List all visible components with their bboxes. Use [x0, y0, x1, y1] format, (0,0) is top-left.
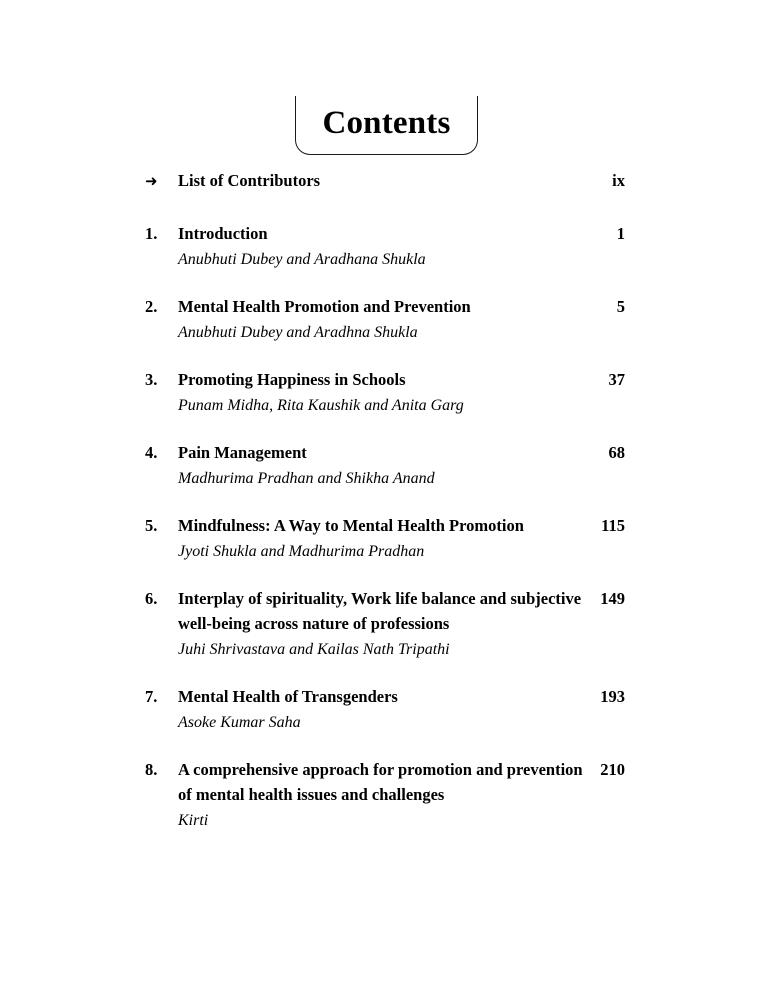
toc-entry-row: [145, 684, 625, 735]
toc-entry[interactable]: [145, 440, 625, 491]
chapter-number: 1.: [145, 224, 158, 243]
toc-title-line: [178, 513, 625, 538]
table-of-contents: [145, 168, 625, 855]
toc-title-line: [178, 221, 625, 246]
page-title: Contents: [322, 105, 451, 141]
toc-entry[interactable]: [145, 367, 625, 418]
chapter-title[interactable]: Promoting Happiness in Schools: [178, 370, 406, 389]
chapter-authors: Punam Midha, Rita Kaushik and Anita Garg: [178, 397, 464, 414]
page-title-frame: [295, 96, 477, 155]
toc-entry[interactable]: [145, 513, 625, 564]
chapter-authors: Anubhuti Dubey and Aradhna Shukla: [178, 324, 418, 341]
toc-entry-body: [178, 586, 625, 662]
toc-entry-row: [145, 440, 625, 491]
chapter-number: 6.: [145, 589, 158, 608]
toc-title-line: [178, 586, 625, 636]
toc-title-line: [178, 294, 625, 319]
toc-entry-row: [145, 367, 625, 418]
chapter-number: 5.: [145, 516, 158, 535]
chapter-authors: Anubhuti Dubey and Aradhana Shukla: [178, 251, 426, 268]
chapter-authors: Jyoti Shukla and Madhurima Pradhan: [178, 543, 425, 560]
page-title-container: [0, 96, 773, 155]
page-number: 5: [616, 297, 625, 316]
toc-title-line: [178, 757, 625, 807]
toc-title-line: [178, 168, 625, 193]
toc-entry-row: [145, 757, 625, 833]
toc-entry-body: [178, 757, 625, 833]
toc-entry-body: [178, 440, 625, 491]
toc-entry[interactable]: [145, 221, 625, 272]
toc-entry[interactable]: [145, 586, 625, 662]
toc-entry-body: [178, 294, 625, 345]
chapter-authors: Juhi Shrivastava and Kailas Nath Tripathi: [178, 641, 450, 658]
toc-entry-row: [145, 221, 625, 272]
page-number: 210: [600, 760, 625, 779]
chapter-authors: Kirti: [178, 812, 209, 829]
toc-entry[interactable]: [145, 294, 625, 345]
toc-entry-row: [145, 168, 625, 195]
chapter-number: 8.: [145, 760, 158, 779]
page-number: 1: [616, 224, 625, 243]
page-number: 149: [600, 589, 625, 608]
chapter-authors: Madhurima Pradhan and Shikha Anand: [178, 470, 435, 487]
toc-entry-body: [178, 168, 625, 193]
chapter-title[interactable]: Interplay of spirituality, Work life balance and subjective well-being across nature of professions: [178, 589, 582, 633]
toc-entry-body: [178, 367, 625, 418]
toc-entry-row: [145, 294, 625, 345]
chapter-title[interactable]: Mental Health of Transgenders: [178, 687, 398, 706]
toc-entry-body: [178, 513, 625, 564]
chapter-title[interactable]: Pain Management: [178, 443, 307, 462]
chapter-number: 4.: [145, 443, 158, 462]
page-number: 68: [608, 443, 625, 462]
toc-entry-row: [145, 513, 625, 564]
page-number: 193: [600, 687, 625, 706]
chapter-title[interactable]: Mindfulness: A Way to Mental Health Promotion: [178, 516, 524, 535]
toc-entry-body: [178, 221, 625, 272]
chapter-number: 3.: [145, 370, 158, 389]
toc-entry-body: [178, 684, 625, 735]
toc-entry[interactable]: [145, 684, 625, 735]
chapter-title[interactable]: Introduction: [178, 224, 268, 243]
toc-entry[interactable]: [145, 757, 625, 833]
page-number: 115: [601, 516, 625, 535]
chapter-authors: Asoke Kumar Saha: [178, 714, 301, 731]
chapter-title[interactable]: A comprehensive approach for promotion and prevention of mental health issues and challenges: [178, 760, 583, 804]
chapter-number: 7.: [145, 687, 158, 706]
toc-title-line: [178, 367, 625, 392]
chapter-title[interactable]: List of Contributors: [178, 171, 321, 190]
arrowhead-bullet-icon: ➜: [145, 174, 158, 190]
chapter-title[interactable]: Mental Health Promotion and Prevention: [178, 297, 471, 316]
toc-entry-row: [145, 586, 625, 662]
toc-entry[interactable]: [145, 168, 625, 195]
toc-title-line: [178, 440, 625, 465]
toc-title-line: [178, 684, 625, 709]
chapter-number: 2.: [145, 297, 158, 316]
page-number: 37: [608, 370, 625, 389]
page-number: ix: [612, 171, 625, 190]
